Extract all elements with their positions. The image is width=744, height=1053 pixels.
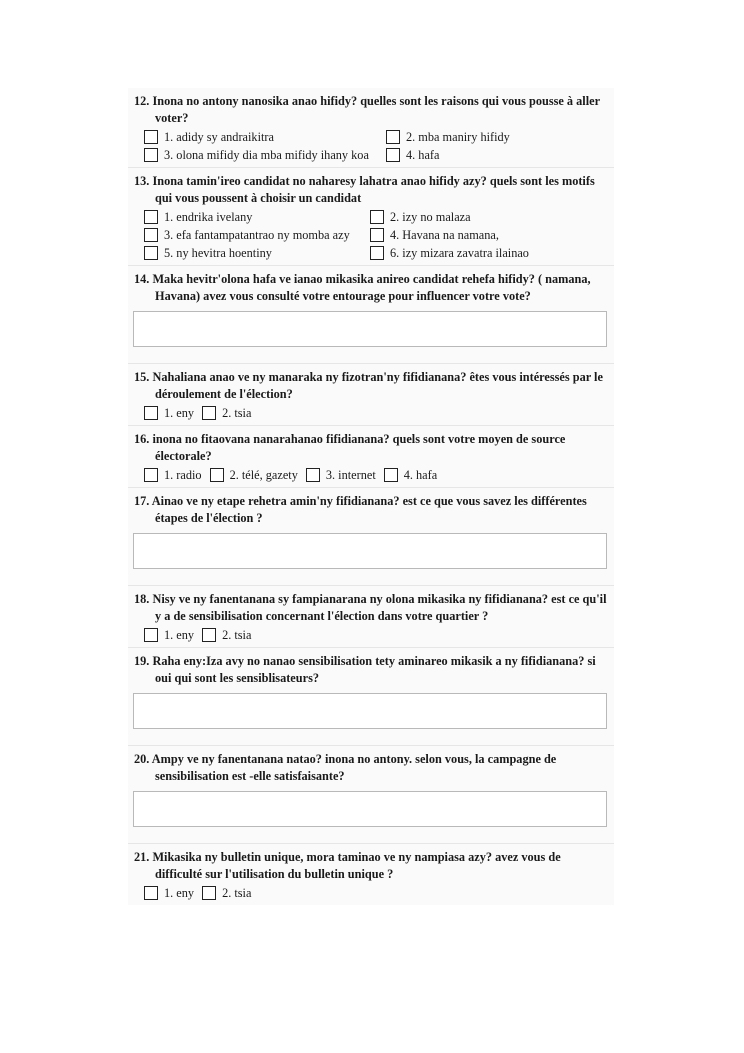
question-19 [128, 648, 614, 746]
checkbox[interactable] [370, 228, 384, 242]
option-label: 1. eny [164, 886, 195, 900]
checkbox[interactable] [144, 228, 158, 242]
option-label: 1. adidy sy andraikitra [164, 130, 274, 144]
question-text: 16. inona no fitaovana nanarahanao fifidianana? quels sont votre moyen de source électorale? [134, 432, 566, 463]
checkbox[interactable] [370, 246, 384, 260]
option-12-2[interactable] [386, 129, 616, 145]
checkbox[interactable] [386, 148, 400, 162]
checkbox[interactable] [144, 886, 158, 900]
option-21-2[interactable] [202, 885, 251, 901]
option-label: 2. tsia [222, 886, 252, 900]
answer-field-19[interactable] [133, 693, 607, 729]
answer-field-14[interactable] [133, 311, 607, 347]
option-13-4[interactable] [370, 227, 610, 243]
checkbox[interactable] [144, 246, 158, 260]
checkbox[interactable] [202, 628, 216, 642]
question-text: 17. Ainao ve ny etape rehetra amin'ny fifidianana? est ce que vous savez les différentes étapes de l'élection ? [134, 494, 587, 525]
question-text: 13. Inona tamin'ireo candidat no naharesy lahatra anao hifidy azy? quels sont les motifs qui vous poussent à choisir un candidat [134, 174, 595, 205]
option-label: 1. radio [164, 468, 202, 482]
checkbox[interactable] [202, 886, 216, 900]
option-label: 1. eny [164, 628, 195, 642]
option-label: 3. efa fantampatantrao ny momba azy [164, 228, 350, 242]
question-15 [128, 364, 614, 426]
checkbox[interactable] [144, 130, 158, 144]
option-13-6[interactable] [370, 245, 610, 261]
checkbox[interactable] [210, 468, 224, 482]
option-12-4[interactable] [386, 147, 616, 163]
checkbox[interactable] [202, 406, 216, 420]
option-label: 1. eny [164, 406, 195, 420]
option-16-2[interactable] [210, 467, 298, 483]
checkbox[interactable] [144, 148, 158, 162]
question-text: 20. Ampy ve ny fanentanana natao? inona no antony. selon vous, la campagne de sensibilisation est -elle satisfaisante? [134, 752, 557, 783]
option-label: 6. izy mizara zavatra ilainao [390, 246, 529, 260]
question-text: 21. Mikasika ny bulletin unique, mora taminao ve ny nampiasa azy? avez vous de difficulté sur l'utilisation du bulletin unique ? [134, 850, 561, 881]
option-label: 1. endrika ivelany [164, 210, 253, 224]
survey-form [128, 88, 614, 905]
option-label: 4. hafa [406, 148, 440, 162]
option-label: 2. télé, gazety [229, 468, 298, 482]
option-label: 5. ny hevitra hoentiny [164, 246, 272, 260]
question-text: 14. Maka hevitr'olona hafa ve ianao mikasika anireo candidat rehefa hifidy? ( namana, Havana) avez vous consulté votre entourage pour influencer votre vote? [134, 272, 591, 303]
checkbox[interactable] [144, 406, 158, 420]
question-13 [128, 168, 614, 266]
question-18 [128, 586, 614, 648]
question-16 [128, 426, 614, 488]
option-12-1[interactable] [144, 129, 386, 145]
question-21 [128, 844, 614, 905]
option-label: 2. tsia [222, 628, 252, 642]
option-13-2[interactable] [370, 209, 610, 225]
option-label: 3. internet [325, 468, 376, 482]
option-label: 4. Havana na namana, [390, 228, 499, 242]
option-13-5[interactable] [144, 245, 370, 261]
option-label: 2. izy no malaza [390, 210, 471, 224]
question-17 [128, 488, 614, 586]
option-15-2[interactable] [202, 405, 251, 421]
option-16-4[interactable] [384, 467, 437, 483]
option-15-1[interactable] [144, 405, 194, 421]
option-label: 2. mba maniry hifidy [406, 130, 510, 144]
option-21-1[interactable] [144, 885, 194, 901]
option-16-1[interactable] [144, 467, 202, 483]
question-20 [128, 746, 614, 844]
answer-field-20[interactable] [133, 791, 607, 827]
checkbox[interactable] [144, 210, 158, 224]
option-12-3[interactable] [144, 147, 386, 163]
question-text: 12. Inona no antony nanosika anao hifidy? quelles sont les raisons qui vous pousse à aller voter? [134, 94, 600, 125]
checkbox[interactable] [386, 130, 400, 144]
option-label: 2. tsia [222, 406, 252, 420]
checkbox[interactable] [306, 468, 320, 482]
option-label: 3. olona mifidy dia mba mifidy ihany koa [164, 148, 369, 162]
question-text: 19. Raha eny:Iza avy no nanao sensibilisation tety aminareo mikasik a ny fifidianana? si oui qui sont les sensiblisateurs? [134, 654, 596, 685]
question-text: 15. Nahaliana anao ve ny manaraka ny fizotran'ny fifidianana? êtes vous intéressés par le déroulement de l'élection? [134, 370, 603, 401]
checkbox[interactable] [370, 210, 384, 224]
option-18-1[interactable] [144, 627, 194, 643]
question-text: 18. Nisy ve ny fanentanana sy fampianarana ny olona mikasika ny fifidianana? est ce qu'il y a de sensibilisation concernant l'élection dans votre quartier ? [134, 592, 607, 623]
checkbox[interactable] [144, 628, 158, 642]
answer-field-17[interactable] [133, 533, 607, 569]
checkbox[interactable] [144, 468, 158, 482]
option-label: 4. hafa [403, 468, 438, 482]
option-13-1[interactable] [144, 209, 370, 225]
option-16-3[interactable] [306, 467, 376, 483]
option-18-2[interactable] [202, 627, 251, 643]
option-13-3[interactable] [144, 227, 370, 243]
checkbox[interactable] [384, 468, 398, 482]
question-14 [128, 266, 614, 364]
question-12 [128, 88, 614, 168]
